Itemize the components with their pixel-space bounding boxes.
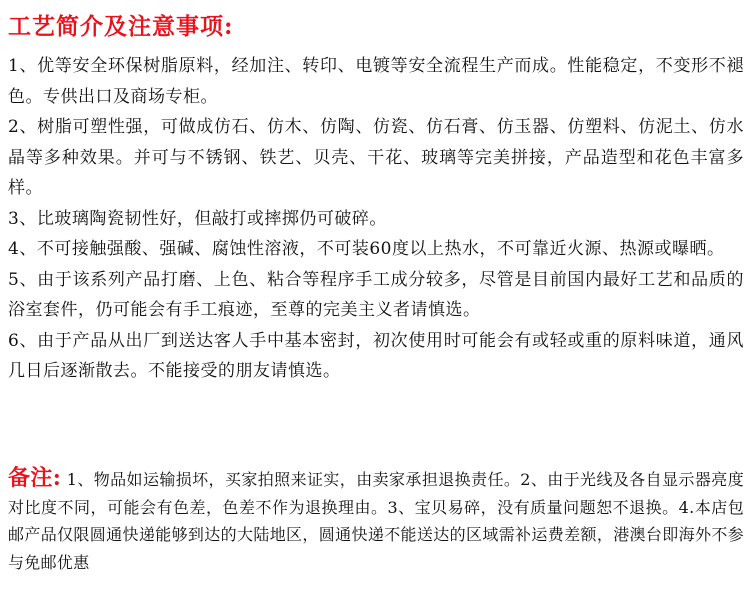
remarks-section [8,465,744,576]
notice-item-2: 2、树脂可塑性强，可做成仿石、仿木、仿陶、仿瓷、仿石膏、仿玉器、仿塑料、仿泥土、仿水晶等多种效果。并可与不锈钢、铁艺、贝壳、干花、玻璃等完美拼接，产品造型和花色丰富多样。 [8,117,744,198]
notice-item-1: 1、优等安全环保树脂原料，经加注、转印、电镀等安全流程生产而成。性能稳定，不变形不褪色。专供出口及商场专柜。 [8,56,744,107]
notice-item-6: 6、由于产品从出厂到送达客人手中基本密封，初次使用时可能会有或轻或重的原料味道，通风几日后逐渐散去。不能接受的朋友请慎选。 [8,330,744,381]
remarks-label: 备注: [8,465,62,491]
remarks-text: 1、物品如运输损坏，买家拍照来证实，由卖家承担退换责任。2、由于光线及各自显示器亮度对比度不同，可能会有色差，色差不作为退换理由。3、宝贝易碎，没有质量问题恕不退换。4.本店包邮产品仅限圆通快递能够到达的大陆地区，圆通快递不能送达的区域需补运费差额，港澳台即海外不参与免邮优惠 [8,470,744,572]
notice-item-3: 3、比玻璃陶瓷韧性好，但敲打或摔掷仍可破碎。 [8,208,387,229]
notice-list [8,51,744,387]
notice-item-5: 5、由于该系列产品打磨、上色、粘合等程序手工成分较多，尽管是目前国内最好工艺和品质的浴室套件，仍可能会有手工痕迹，至尊的完美主义者请慎选。 [8,269,744,320]
notice-item-4: 4、不可接触强酸、强碱、腐蚀性溶液，不可装60度以上热水，不可靠近火源、热源或曝晒。 [8,239,725,259]
page-title: 工艺简介及注意事项: [8,13,234,40]
